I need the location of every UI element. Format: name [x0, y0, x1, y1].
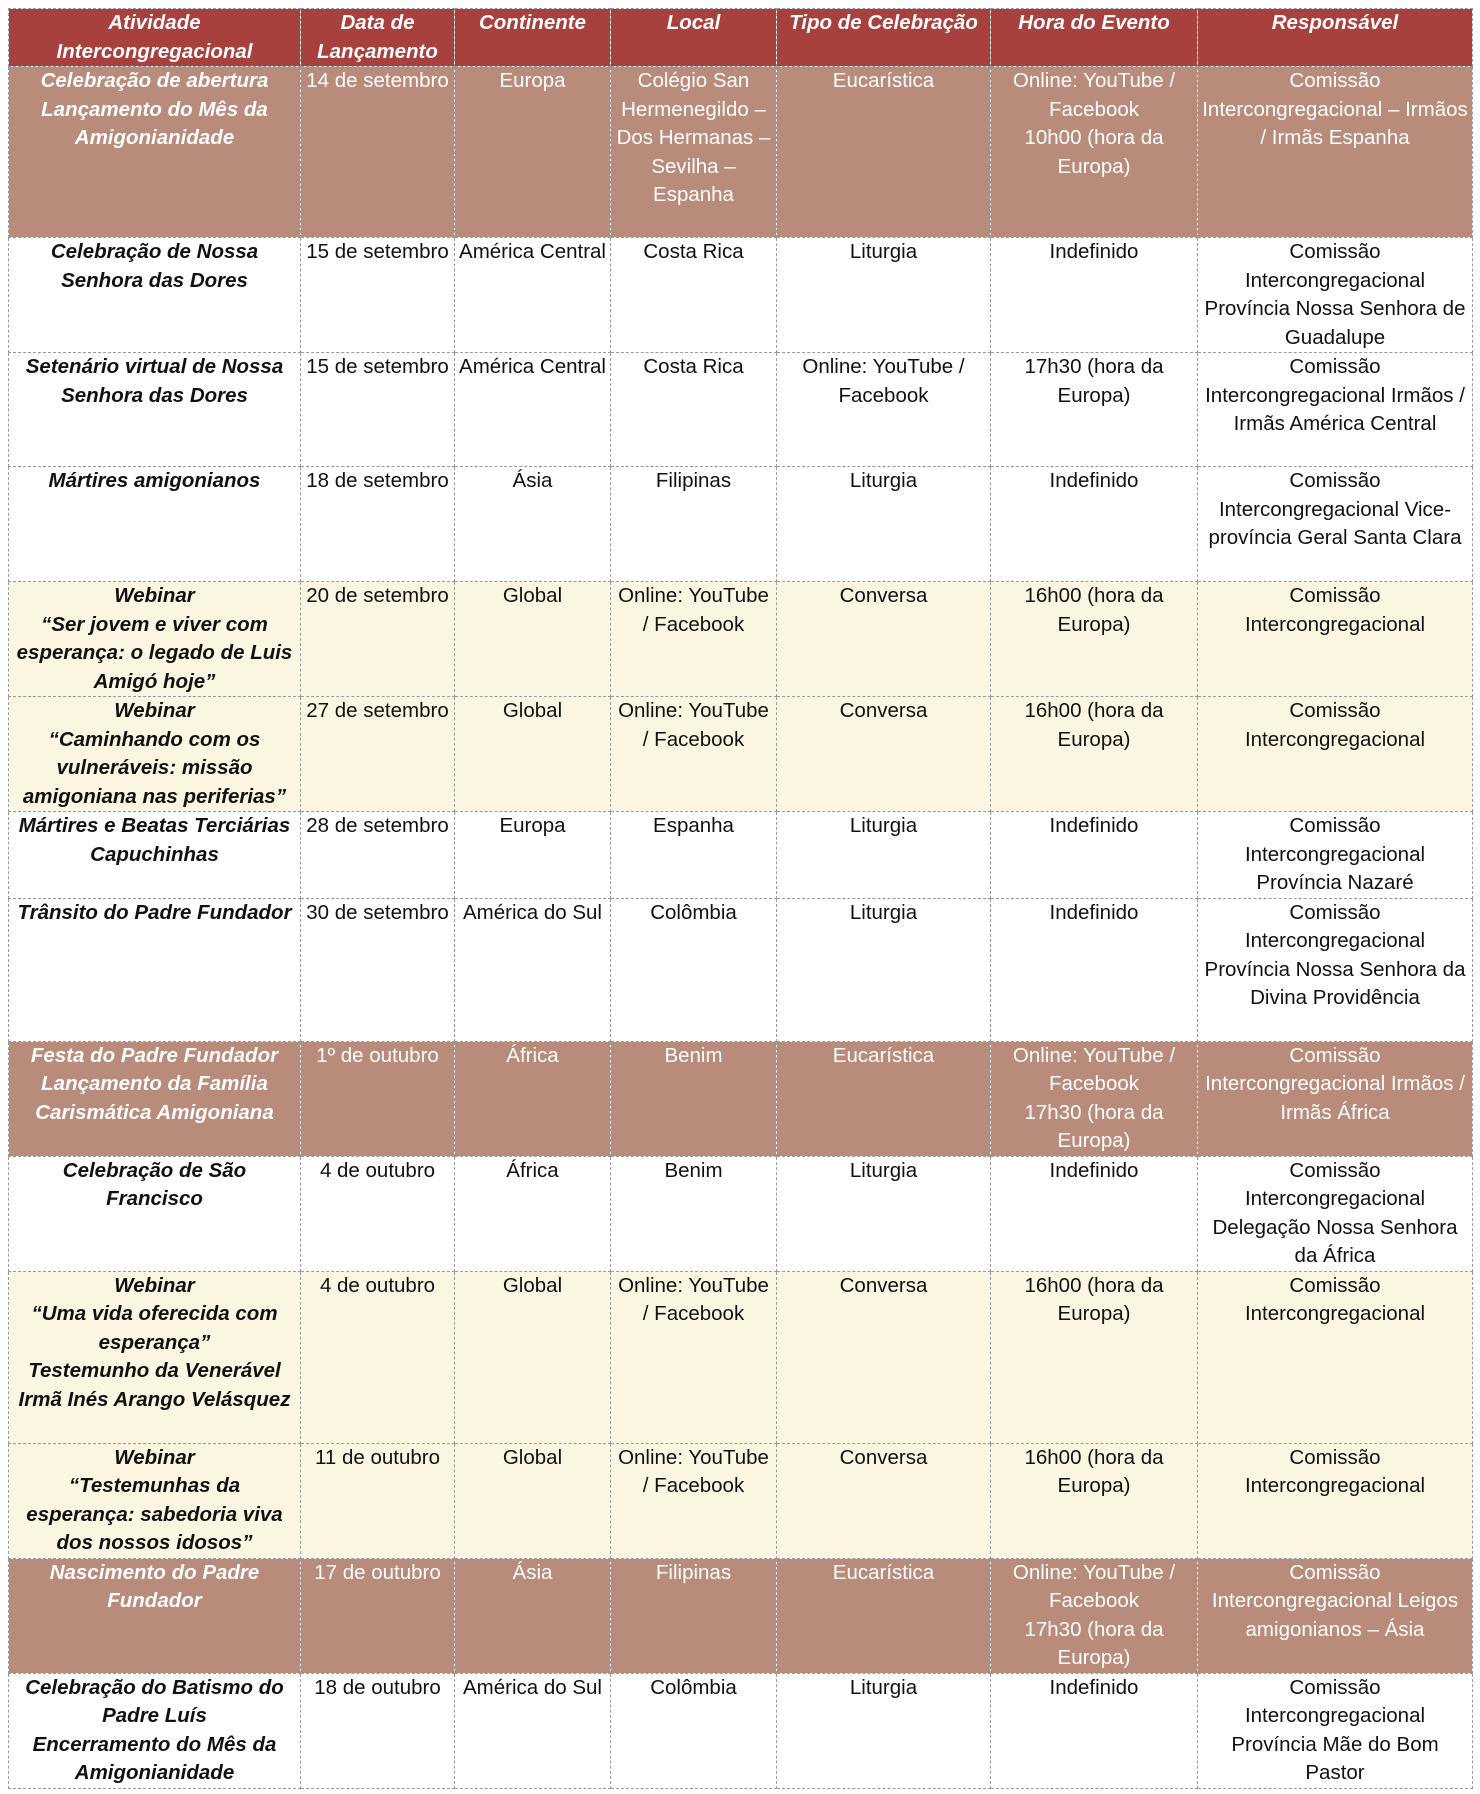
activity-line: “Caminhando com os vulneráveis: missão amigoniana nas periferias” — [22, 727, 287, 808]
type-cell: Eucarística — [777, 1041, 991, 1156]
time-line: Indefinido — [1049, 240, 1139, 263]
time-cell — [991, 467, 1198, 582]
time-line: 17h30 (hora da Europa) — [1024, 1617, 1164, 1669]
time-cell — [991, 1041, 1198, 1156]
table-row — [9, 582, 1473, 697]
responsible-cell: Comissão Intercongregacional — [1198, 582, 1473, 697]
time-cell — [991, 1443, 1198, 1558]
time-line: 16h00 (hora da Europa) — [1024, 699, 1164, 751]
table-row — [9, 1271, 1473, 1443]
continent-cell: Europa — [455, 67, 611, 238]
activity-line: Setenário virtual de Nossa Senhora das Dores — [25, 355, 284, 407]
table-row — [9, 1156, 1473, 1271]
table-row — [9, 67, 1473, 238]
activity-line: Celebração de São Francisco — [62, 1158, 247, 1210]
time-line: Online: YouTube / Facebook — [1012, 69, 1176, 121]
time-line: Indefinido — [1049, 814, 1139, 837]
continent-cell: América do Sul — [455, 898, 611, 1041]
activity-line: Testemunho da Venerável Irmã Inés Arango Velásquez — [18, 1359, 291, 1411]
time-cell — [991, 812, 1198, 899]
activity-line: Celebração de abertura — [40, 69, 269, 92]
continent-cell: América Central — [455, 353, 611, 467]
responsible-cell: Comissão Intercongregacional Irmãos / Irmãs África — [1198, 1041, 1473, 1156]
header-continent: Continente — [455, 9, 611, 67]
activity-line: Webinar — [114, 1273, 195, 1297]
place-cell: Colégio San Hermenegildo – Dos Hermanas – Sevilha – Espanha — [611, 67, 777, 238]
date-cell: 18 de outubro — [301, 1673, 455, 1788]
time-line: 16h00 (hora da Europa) — [1024, 1273, 1164, 1325]
activity-line: Webinar — [114, 699, 195, 722]
activity-cell — [9, 1443, 301, 1558]
continent-cell: Global — [455, 1443, 611, 1558]
responsible-cell: Comissão Intercongregacional — [1198, 697, 1473, 812]
time-line: Indefinido — [1049, 900, 1139, 924]
type-cell: Liturgia — [777, 238, 991, 353]
time-line: 16h00 (hora da Europa) — [1024, 1445, 1164, 1497]
activity-cell — [9, 697, 301, 812]
time-cell — [991, 238, 1198, 353]
responsible-cell: Comissão Intercongregacional Delegação Nossa Senhora da África — [1198, 1156, 1473, 1271]
activity-cell — [9, 1156, 301, 1271]
date-cell: 20 de setembro — [301, 582, 455, 697]
time-line: 17h30 (hora da Europa) — [1024, 355, 1164, 407]
time-cell — [991, 1673, 1198, 1788]
type-cell: Online: YouTube / Facebook — [777, 353, 991, 467]
responsible-cell: Comissão Intercongregacional — [1198, 1443, 1473, 1558]
date-cell: 28 de setembro — [301, 812, 455, 899]
activity-cell — [9, 467, 301, 582]
date-cell: 14 de setembro — [301, 67, 455, 238]
type-cell: Eucarística — [777, 67, 991, 238]
date-cell: 11 de outubro — [301, 1443, 455, 1558]
time-cell — [991, 697, 1198, 812]
type-cell: Liturgia — [777, 1156, 991, 1271]
header-type: Tipo de Celebração — [777, 9, 991, 67]
type-cell: Liturgia — [777, 1673, 991, 1788]
time-cell — [991, 1271, 1198, 1443]
activity-line: “Testemunhas da esperança: sabedoria viva dos nossos idosos” — [26, 1474, 283, 1554]
time-cell — [991, 898, 1198, 1041]
date-cell: 15 de setembro — [301, 238, 455, 353]
date-cell: 17 de outubro — [301, 1558, 455, 1673]
table-row — [9, 1041, 1473, 1156]
place-cell: Online: YouTube / Facebook — [611, 697, 777, 812]
activity-line: Mártires amigonianos — [48, 469, 261, 492]
date-cell: 4 de outubro — [301, 1271, 455, 1443]
activity-cell — [9, 1558, 301, 1673]
activity-line: Encerramento do Mês da Amigonianidade — [32, 1732, 277, 1784]
activity-cell — [9, 238, 301, 353]
table-row — [9, 898, 1473, 1041]
responsible-cell: Comissão Intercongregacional Província Nossa Senhora da Divina Providência — [1198, 898, 1473, 1041]
activity-line: Celebração do Batismo do Padre Luís — [25, 1675, 284, 1727]
place-cell: Filipinas — [611, 467, 777, 582]
activity-cell — [9, 1271, 301, 1443]
time-line: Online: YouTube / Facebook — [1012, 1043, 1176, 1095]
activity-cell — [9, 1673, 301, 1788]
header-place: Local — [611, 9, 777, 67]
date-cell: 27 de setembro — [301, 697, 455, 812]
place-cell: Benim — [611, 1156, 777, 1271]
continent-cell: Global — [455, 582, 611, 697]
time-cell — [991, 67, 1198, 238]
date-cell: 15 de setembro — [301, 353, 455, 467]
header-date: Data de Lançamento — [301, 9, 455, 67]
continent-cell: Ásia — [455, 467, 611, 582]
header-row — [9, 9, 1473, 67]
type-cell: Conversa — [777, 697, 991, 812]
activity-line: “Ser jovem e viver com esperança: o legado de Luis Amigó hoje” — [16, 612, 293, 693]
place-cell: Filipinas — [611, 1558, 777, 1673]
activity-cell — [9, 1041, 301, 1156]
table-row — [9, 697, 1473, 812]
place-cell: Benim — [611, 1041, 777, 1156]
date-cell: 1º de outubro — [301, 1041, 455, 1156]
header-time: Hora do Evento — [991, 9, 1198, 67]
continent-cell: África — [455, 1156, 611, 1271]
time-line: Indefinido — [1049, 469, 1139, 492]
type-cell: Liturgia — [777, 812, 991, 899]
events-table — [8, 8, 1473, 1789]
place-cell: Online: YouTube / Facebook — [611, 1443, 777, 1558]
responsible-cell: Comissão Intercongregacional Leigos amigonianos – Ásia — [1198, 1558, 1473, 1673]
place-cell: Costa Rica — [611, 353, 777, 467]
type-cell: Liturgia — [777, 467, 991, 582]
activity-line: Webinar — [114, 584, 195, 607]
time-cell — [991, 1156, 1198, 1271]
activity-line: Nascimento do Padre Fundador — [49, 1560, 260, 1612]
time-line: Online: YouTube / Facebook — [1012, 1560, 1176, 1612]
date-cell: 4 de outubro — [301, 1156, 455, 1271]
place-cell: Espanha — [611, 812, 777, 899]
activity-line: Webinar — [114, 1445, 195, 1469]
continent-cell: Europa — [455, 812, 611, 899]
time-cell — [991, 353, 1198, 467]
activity-line: “Uma vida oferecida com esperança” — [31, 1302, 278, 1354]
activity-cell — [9, 353, 301, 467]
continent-cell: África — [455, 1041, 611, 1156]
date-cell: 18 de setembro — [301, 467, 455, 582]
activity-line: Lançamento da Família Carismática Amigoniana — [35, 1072, 274, 1124]
activity-cell — [9, 812, 301, 899]
continent-cell: Global — [455, 1271, 611, 1443]
activity-line: Lançamento do Mês da Amigonianidade — [41, 97, 268, 149]
place-cell: Online: YouTube / Facebook — [611, 582, 777, 697]
activity-line: Festa do Padre Fundador — [30, 1043, 279, 1067]
type-cell: Liturgia — [777, 898, 991, 1041]
type-cell: Conversa — [777, 582, 991, 697]
responsible-cell: Comissão Intercongregacional Província Mãe do Bom Pastor — [1198, 1673, 1473, 1788]
table-row — [9, 812, 1473, 899]
responsible-cell: Comissão Intercongregacional Irmãos / Irmãs América Central — [1198, 353, 1473, 467]
header-responsible: Responsável — [1198, 9, 1473, 67]
responsible-cell: Comissão Intercongregacional Província Nazaré — [1198, 812, 1473, 899]
table-row — [9, 1558, 1473, 1673]
table-row — [9, 467, 1473, 582]
type-cell: Eucarística — [777, 1558, 991, 1673]
responsible-cell: Comissão Intercongregacional — [1198, 1271, 1473, 1443]
table-row — [9, 353, 1473, 467]
activity-line: Celebração de Nossa Senhora das Dores — [50, 240, 259, 292]
responsible-cell: Comissão Intercongregacional – Irmãos / Irmãs Espanha — [1198, 67, 1473, 238]
continent-cell: América Central — [455, 238, 611, 353]
activity-line: Mártires e Beatas Terciárias Capuchinhas — [18, 814, 291, 866]
responsible-cell: Comissão Intercongregacional Província Nossa Senhora de Guadalupe — [1198, 238, 1473, 353]
table-row — [9, 1443, 1473, 1558]
header-activity: Atividade Intercongregacional — [9, 9, 301, 67]
continent-cell: Global — [455, 697, 611, 812]
time-line: 10h00 (hora da Europa) — [1024, 126, 1164, 178]
type-cell: Conversa — [777, 1443, 991, 1558]
place-cell: Colômbia — [611, 898, 777, 1041]
continent-cell: Ásia — [455, 1558, 611, 1673]
time-cell — [991, 582, 1198, 697]
table-row — [9, 1673, 1473, 1788]
table-row — [9, 238, 1473, 353]
time-line: 17h30 (hora da Europa) — [1024, 1100, 1164, 1152]
place-cell: Costa Rica — [611, 238, 777, 353]
time-cell — [991, 1558, 1198, 1673]
continent-cell: América do Sul — [455, 1673, 611, 1788]
activity-cell — [9, 67, 301, 238]
place-cell: Online: YouTube / Facebook — [611, 1271, 777, 1443]
time-line: 16h00 (hora da Europa) — [1024, 584, 1164, 636]
activity-cell — [9, 898, 301, 1041]
time-line: Indefinido — [1049, 1675, 1139, 1699]
date-cell: 30 de setembro — [301, 898, 455, 1041]
activity-cell — [9, 582, 301, 697]
activity-line: Trânsito do Padre Fundador — [17, 900, 292, 924]
time-line: Indefinido — [1049, 1158, 1139, 1182]
type-cell: Conversa — [777, 1271, 991, 1443]
place-cell: Colômbia — [611, 1673, 777, 1788]
responsible-cell: Comissão Intercongregacional Vice-província Geral Santa Clara — [1198, 467, 1473, 582]
